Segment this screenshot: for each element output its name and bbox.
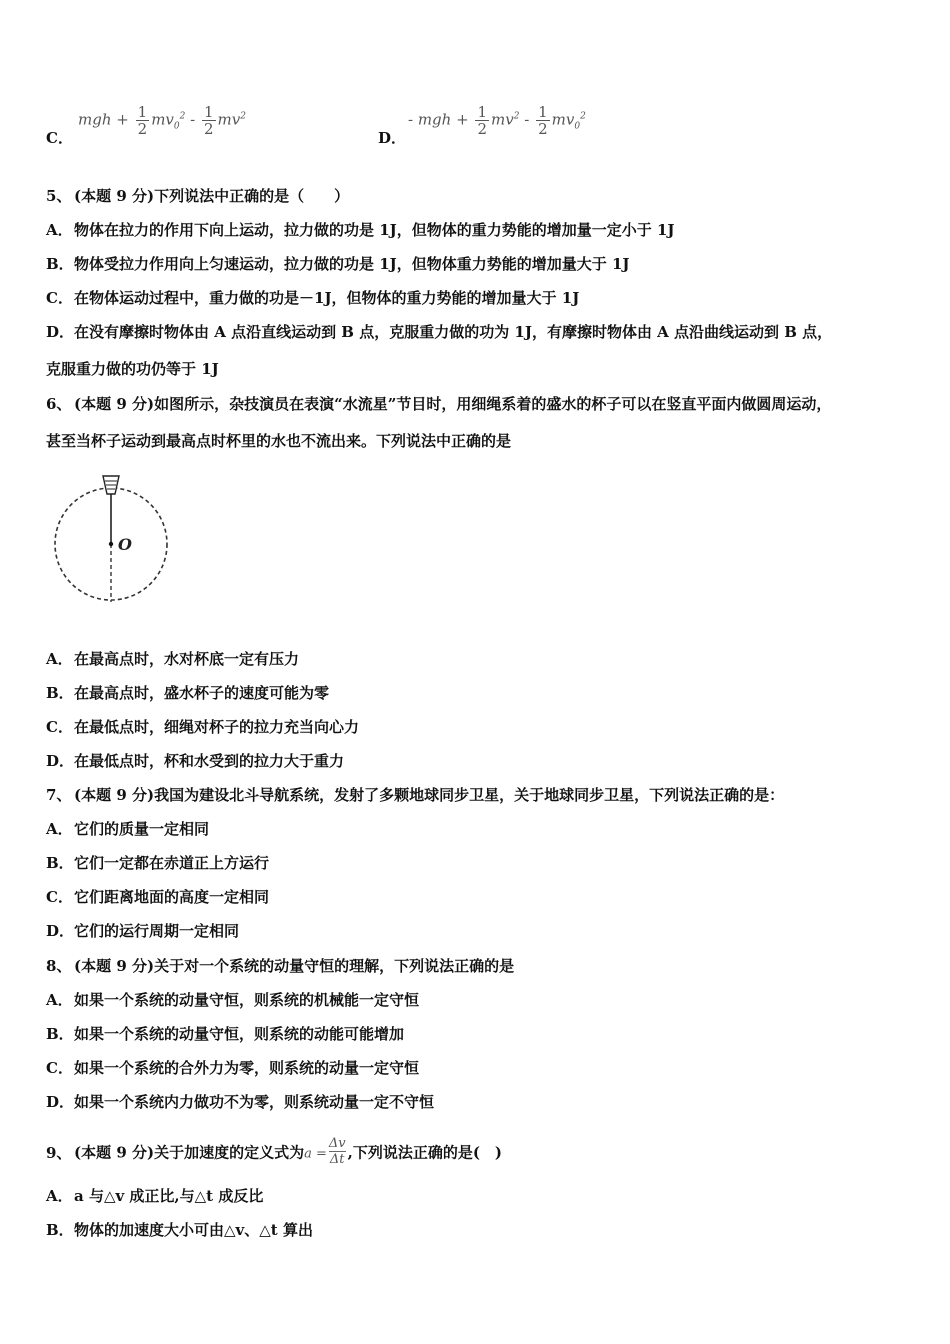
q8-option-b: B．如果一个系统的动量守恒，则系统的动能可能增加 (46, 1025, 405, 1043)
q4-option-c-label: C． (46, 129, 73, 147)
q8-option-a: A．如果一个系统的动量守恒，则系统的机械能一定守恒 (46, 991, 420, 1009)
q5-option-c: C．在物体运动过程中，重力做的功是－1J，但物体的重力势能的增加量大于 1J (46, 289, 580, 307)
q6-stem-line2: 甚至当杯子运动到最高点时杯里的水也不流出来。下列说法中正确的是 (46, 432, 512, 450)
q4-option-d-label: D． (378, 129, 407, 147)
q7-option-b: B．它们一定都在赤道正上方运行 (46, 854, 270, 872)
q6-option-a: A．在最高点时，水对杯底一定有压力 (46, 650, 300, 668)
q9-option-a: A．a 与△v 成正比,与△t 成反比 (46, 1187, 264, 1205)
q6-stem-line1: 6、 (本题 9 分)如图所示，杂技演员在表演“水流星”节目时，用细绳系着的盛水的杯子可以在竖直平面内做圆周运动， (46, 395, 832, 413)
q7-stem: 7、 (本题 9 分)我国为建设北斗导航系统，发射了多颗地球同步卫星，关于地球同步卫星，下列说法正确的是： (46, 786, 785, 804)
q9-formula-a: a = (304, 1146, 327, 1162)
q6-option-d: D．在最低点时，杯和水受到的拉力大于重力 (46, 752, 345, 770)
q8-option-c: C．如果一个系统的合外力为零，则系统的动量一定守恒 (46, 1059, 420, 1077)
q6-option-b: B．在最高点时，盛水杯子的速度可能为零 (46, 684, 330, 702)
q4-option-c-formula: mgh + $\frac{1}{2}$ $mv_0^2$ - $\frac{1}{2}$ $mv^2$ (78, 103, 246, 138)
q4-option-d-formula: - mgh + $\frac{1}{2}$ $mv^2$ - $\frac{1}{2}$ $mv_0^2$ (408, 103, 586, 138)
q9-option-b: B．物体的加速度大小可由△v、△t 算出 (46, 1221, 313, 1239)
q8-stem: 8、 (本题 9 分)关于对一个系统的动量守恒的理解，下列说法正确的是 (46, 957, 515, 975)
q6-center-point (109, 542, 113, 546)
q7-option-d: D．它们的运行周期一定相同 (46, 922, 240, 940)
q9-formula-fraction: $\frac{\Delta v}{\Delta t}$ (328, 1136, 346, 1167)
q8-option-d: D．如果一个系统内力做功不为零，则系统动量一定不守恒 (46, 1093, 435, 1111)
q5-option-b: B．物体受拉力作用向上匀速运动，拉力做的功是 1J，但物体重力势能的增加量大于 1J (46, 255, 630, 273)
q5-stem: 5、 (本题 9 分)下列说法中正确的是（ ） (46, 187, 350, 205)
q5-option-a: A．物体在拉力的作用下向上运动，拉力做的功是 1J，但物体的重力势能的增加量一定小于 1J (46, 221, 675, 239)
q5-option-d-continued: 克服重力做的功仍等于 1J (46, 360, 219, 378)
q5-option-d: D．在没有摩擦时物体由 A 点沿直线运动到 B 点，克服重力做的功为 1J，有摩擦时物体由 A 点沿曲线运动到 B 点， (46, 323, 833, 341)
q6-option-c: C．在最低点时，细绳对杯子的拉力充当向心力 (46, 718, 360, 736)
q9-stem: 9、 (本题 9 分)关于加速度的定义式为a = $\frac{\Delta v}{\Delta t}$ ,下列说法正确的是( ) (46, 1136, 503, 1167)
q6-center-label: O (118, 535, 132, 554)
q7-option-c: C．它们距离地面的高度一定相同 (46, 888, 270, 906)
q7-option-a: A．它们的质量一定相同 (46, 820, 210, 838)
q6-figure-circular-motion (46, 468, 176, 608)
